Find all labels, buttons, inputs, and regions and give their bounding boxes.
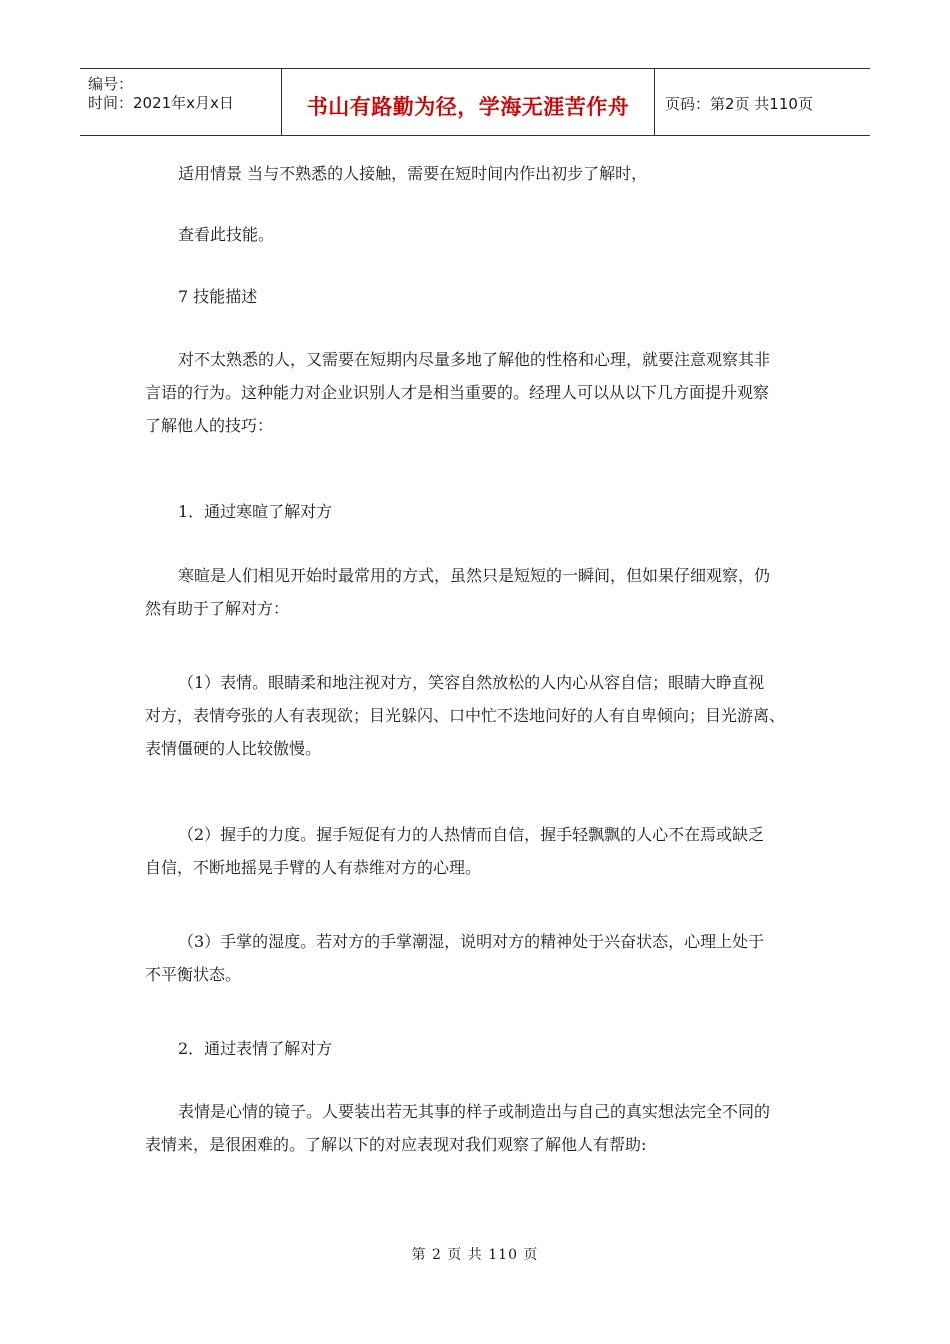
text-line: 对方，表情夸张的人有表现欲；目光躲闪、口中忙不迭地问好的人有自卑倾向；目光游离、 bbox=[145, 706, 786, 725]
section-heading-skill-description bbox=[145, 280, 825, 313]
text-line: 表情来，是很困难的。了解以下的对应表现对我们观察了解他人有帮助: bbox=[145, 1135, 647, 1154]
text-line: 对不太熟悉的人，又需要在短期内尽量多地了解他的性格和心理，就要注意观察其非 bbox=[178, 350, 771, 369]
text-line: 表情僵硬的人比较傲慢。 bbox=[145, 739, 322, 758]
text-line: 7 技能描述 bbox=[178, 287, 258, 306]
header-page-info: 页码：第2页 共110页 bbox=[665, 95, 813, 113]
paragraph-intro bbox=[145, 343, 825, 442]
paragraph-scenario bbox=[145, 157, 825, 190]
text-line: 了解他人的技巧： bbox=[145, 416, 274, 435]
page-header bbox=[80, 68, 870, 136]
subheading-expression bbox=[145, 1032, 825, 1065]
document-number-label: 编号： bbox=[88, 75, 134, 93]
subheading-greeting bbox=[145, 495, 825, 528]
text-line: （1）表情。眼睛柔和地注视对方，笑容自然放松的人内心从容自信；眼睛大睁直视 bbox=[178, 673, 765, 692]
page-footer: 第 2 页 共 110 页 bbox=[411, 1247, 539, 1263]
text-line: 表情是心情的镜子。人要装出若无其事的样子或制造出与自己的真实想法完全不同的 bbox=[178, 1102, 771, 1121]
header-page-cell bbox=[655, 69, 870, 135]
paragraph-palm bbox=[145, 925, 825, 991]
header-motto: 书山有路勤为径，学海无涯苦作舟 bbox=[306, 95, 630, 119]
paragraph-handshake bbox=[145, 818, 825, 884]
text-line: 然有助于了解对方： bbox=[145, 599, 290, 618]
paragraph-scenario-cont bbox=[145, 218, 825, 251]
text-line: 自信，不断地摇晃手臂的人有恭维对方的心理。 bbox=[145, 858, 482, 877]
paragraph-mirror bbox=[145, 1095, 825, 1161]
text-line: 言语的行为。这种能力对企业识别人才是相当重要的。经理人可以从以下几方面提升观察 bbox=[145, 383, 770, 402]
paragraph-greeting bbox=[145, 559, 825, 625]
text-line: 2．通过表情了解对方 bbox=[178, 1039, 333, 1058]
text-line: （3）手掌的湿度。若对方的手掌潮湿，说明对方的精神处于兴奋状态，心理上处于 bbox=[178, 932, 765, 951]
paragraph-expression bbox=[145, 666, 825, 765]
text-line: 不平衡状态。 bbox=[145, 965, 242, 984]
text-line: 寒暄是人们相见开始时最常用的方式，虽然只是短短的一瞬间，但如果仔细观察，仍 bbox=[178, 566, 771, 585]
text-line: 1．通过寒暄了解对方 bbox=[178, 502, 333, 521]
header-meta-cell bbox=[80, 69, 282, 135]
document-time-label: 时间：2021年x月x日 bbox=[88, 94, 234, 112]
text-line: （2）握手的力度。握手短促有力的人热情而自信，握手轻飘飘的人心不在焉或缺乏 bbox=[178, 825, 765, 844]
text-line: 适用情景 当与不熟悉的人接触，需要在短时间内作出初步了解时， bbox=[178, 164, 648, 183]
text-line: 查看此技能。 bbox=[178, 225, 275, 244]
header-motto-cell bbox=[282, 69, 655, 135]
